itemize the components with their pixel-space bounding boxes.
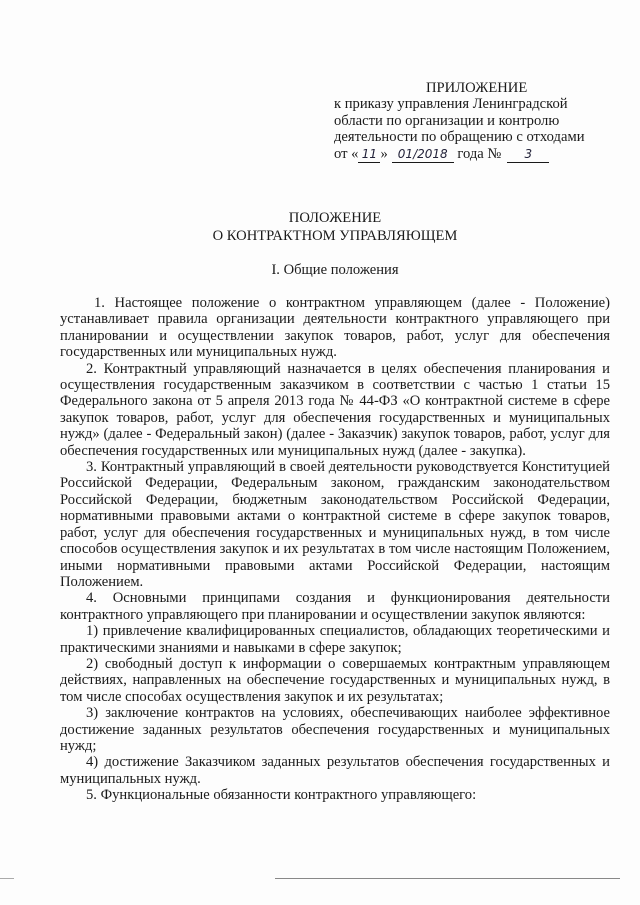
- paragraph-4-item-4: 4) достижение Заказчиком заданных результатов обеспечения государственных и муниципальных нужд.: [60, 754, 610, 787]
- appendix-line-1: к приказу управления Ленинградской: [334, 96, 568, 113]
- paragraph-4-item-2: 2) свободный доступ к информации о совершаемых контрактным управляющем действиях, направленных на обеспечение государственных и муниципальных нужд, в том числе способах осуществления закупок и их результатах;: [60, 655, 610, 705]
- scan-edge-mark: [0, 878, 14, 879]
- section-heading: I. Общие положения: [271, 262, 399, 278]
- appendix-block: [334, 80, 614, 163]
- order-number-handwritten: 3: [507, 146, 549, 163]
- document-subtitle: О КОНТРАКТНОМ УПРАВЛЯЮЩЕМ: [212, 228, 458, 244]
- appendix-date-line: [334, 146, 614, 163]
- appendix-line-2: области по организации и контролю: [334, 112, 560, 129]
- date-mid: »: [380, 145, 388, 162]
- paragraph-4-item-3: 3) заключение контрактов на условиях, обеспечивающих наиболее эффективное достижение заданных результатов обеспечения государственных и муниципальных нужд;: [60, 705, 610, 754]
- date-suffix: года №: [453, 145, 502, 162]
- paragraph-4-item-1: 1) привлечение квалифицированных специалистов, обладающих теоретическими и практическими знаниями и навыками в сфере закупок;: [60, 623, 610, 656]
- scan-edge-line: [275, 878, 620, 879]
- paragraph-2: 2. Контрактный управляющий назначается в целях обеспечения планирования и осуществления государственным заказчиком в соответствии с частью 1 статьи 15 Федерального закона от 5 апреля 2013 года № 44-ФЗ «О контрактной системе в сфере закупок товаров, работ, услуг для обеспечения государственных и муниципальных нужд» (далее - Федеральный закон) (далее - Заказчик) закупок товаров, работ, услуг для обеспечения государственных или муниципальных нужд (далее - закупка).: [60, 360, 610, 459]
- date-day-handwritten: 11: [358, 146, 380, 163]
- paragraph-4: 4. Основными принципами создания и функционирования деятельности контрактного управляющего при планировании и осуществлении закупок являются:: [60, 590, 610, 623]
- document-title: ПОЛОЖЕНИЕ: [288, 210, 382, 226]
- date-month-handwritten: 01/2018: [392, 146, 454, 163]
- appendix-title: ПРИЛОЖЕНИЕ: [426, 80, 528, 96]
- appendix-line-3: деятельности по обращению с отходами: [334, 129, 585, 146]
- document-title-block: [60, 209, 610, 245]
- document-body: [60, 295, 610, 804]
- date-prefix: от «: [334, 145, 359, 162]
- paragraph-5: 5. Функциональные обязанности контрактного управляющего:: [86, 787, 477, 804]
- paragraph-1: 1. Настоящее положение о контрактном управляющем (далее - Положение) устанавливает правила организации деятельности контрактного управляющего при планировании и осуществлении закупок товаров, работ, услуг для обеспечения государственных или муниципальных нужд.: [60, 295, 610, 361]
- paragraph-3: 3. Контрактный управляющий в своей деятельности руководствуется Конституцией Российской Федерации, Федеральным законом, гражданским законодательством Российской Федерации, бюджетным законодательством Российской Федерации, нормативными правовыми актами о контрактной системе в сфере закупок товаров, работ, услуг для обеспечения государственных и муниципальных нужд, в том числе способов осуществления закупок и их результатах в том числе настоящим Положением, иными нормативными правовыми актами Российской Федерации, настоящим Положением.: [60, 459, 610, 590]
